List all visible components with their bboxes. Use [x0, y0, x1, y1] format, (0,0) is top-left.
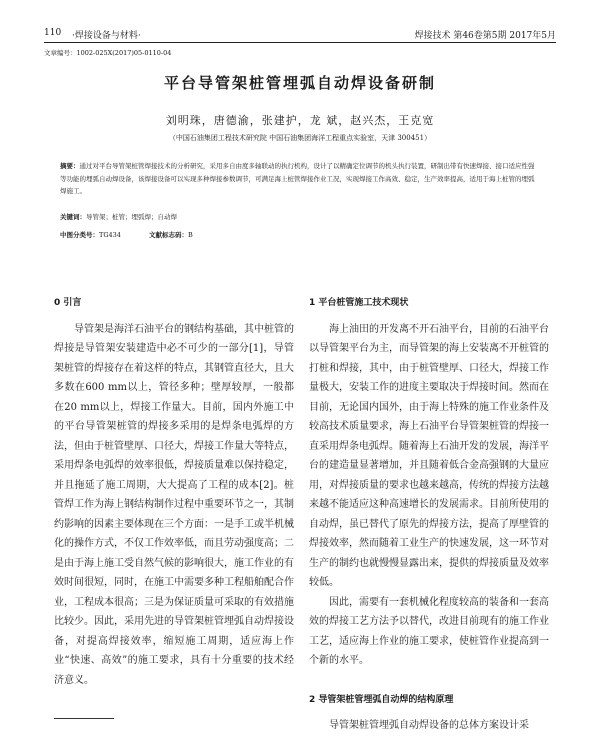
clc-value: TG434 [99, 231, 121, 239]
affiliation: （中国石油集团工程技术研究院 中国石油集团海洋工程重点实验室，天津 300451） [168, 134, 432, 142]
left-column [54, 294, 294, 690]
section-heading-1: 1 平台桩管施工技术现状 [309, 298, 409, 308]
clc-label: 中图分类号： [60, 231, 99, 239]
keywords [60, 212, 177, 221]
keywords-label: 关键词： [60, 213, 86, 221]
section-heading-intro: 0 引言 [54, 298, 82, 308]
journal-issue: 焊接技术 第46卷第5期 2017年5月 [414, 31, 556, 41]
paper-title: 平台导管架桩管埋弧自动焊设备研制 [163, 74, 436, 92]
doc-code-value: B [188, 231, 193, 239]
abstract [60, 160, 540, 198]
article-number: 文章编号：1002-025X(2017)05-0110-04 [44, 49, 172, 57]
journal-section: ·焊接设备与材料· [72, 31, 141, 41]
section1-paragraph-1: 海上油田的开发离不开石油平台，目前的石油平台以导管架平台为主，而导管架的海上安装离不开桩管的打桩和焊接，其中，由于桩管壁厚、口径大，焊接工作量极大，安装工作的进度主要取决于焊接时间。然而在目前，无论国内国外，由于海上特殊的施工作业条件及较高技术质量要求，海上石油平台导管架桩管的焊接一直采用焊条电弧焊。随着海上石油开发的发展，海洋平台的建造量显著增加，并且随着低合金高强钢的大量应用，对焊接质量的要求也越来越高，传统的焊接方法越来越不能适应这种高速增长的发展需求。目前所使用的自动焊，虽已替代了原先的焊接方法，提高了厚壁管的焊接效率，然而随着工业生产的快速发展，这一环节对生产的制约也就慢慢显露出来，提供的焊接质量及效率较低。 [309, 323, 549, 588]
intro-paragraph: 导管架是海洋石油平台的钢结构基础，其中桩管的焊接是导管架安装建造中必不可少的一部分[1]，导管架桩管的焊接存在着这样的特点，其钢管直径大，且大多数在600 mm以上，管径多种；壁厚较厚，一般都在20 mm以上，焊接工作量大。目前，国内外施工中的平台导管架桩管的焊接多采用的是焊条电弧焊的方法，但由于桩管壁厚、口径大，焊接工作量大等特点，采用焊条电弧焊的效率很低，焊接质量难以保持稳定，并且拖延了施工周期，大大提高了工程的成本[2]。桩管焊工作为海上钢结构制作过程中重要环节之一，其制约影响的因素主要体现在三个方面：一是手工或半机械化的操作方式，不仅工作效率低，而且劳动强度高；二是由于海上施工受自然气候的影响很大，施工作业的有效时间很短，同时，在施工中需要多种工程船舶配合作业，工程成本很高；三是为保证质量可采取的有效措施比较少。因此，采用先进的导管架桩管埋弧自动焊接设备，对提高焊接效率，缩短施工周期，适应海上作业“快速、高效”的施工要求，具有十分重要的技术经济意义。 [54, 323, 294, 686]
classification [60, 230, 193, 239]
section2-paragraph-1: 导管架桩管埋弧自动焊设备的总体方案设计采 [329, 720, 529, 731]
doc-code-label: 文献标志码： [149, 231, 189, 239]
page-number: 110 [44, 28, 62, 38]
abstract-label: 摘要： [60, 162, 80, 170]
authors: 刘明珠，唐德渝，张建护，龙 斌，赵兴杰，王克宽 [165, 114, 435, 127]
running-header [44, 26, 556, 43]
section1-paragraph-2: 因此，需要有一套机械化程度较高的装备和一套高效的焊接工艺方法予以替代，改进目前现有的施工作业工艺，适应海上作业的施工要求，使桩管作业提高到一个新的水平。 [309, 596, 549, 666]
right-column [309, 294, 549, 736]
section-heading-2: 2 导管架桩管埋弧自动焊的结构原理 [309, 694, 454, 705]
footnote-rule [54, 718, 114, 719]
keywords-text: 导管架；桩管；埋弧焊；自动焊 [86, 213, 177, 221]
abstract-text: 通过对平台导管架桩管焊接技术的分析研究，采用多自由度多轴联动的执行机构，设计了以精确定位调节的机头执行装置，研制出带有快速焊接、接口适应性强等功能的埋弧自动焊设备，该焊接设备可以实现多种焊接参数调节，可满足海上桩管焊接作业工况，实现焊接工作高效、稳定，生产效率提高，适用于海上桩管的埋弧焊施工。 [60, 162, 535, 195]
